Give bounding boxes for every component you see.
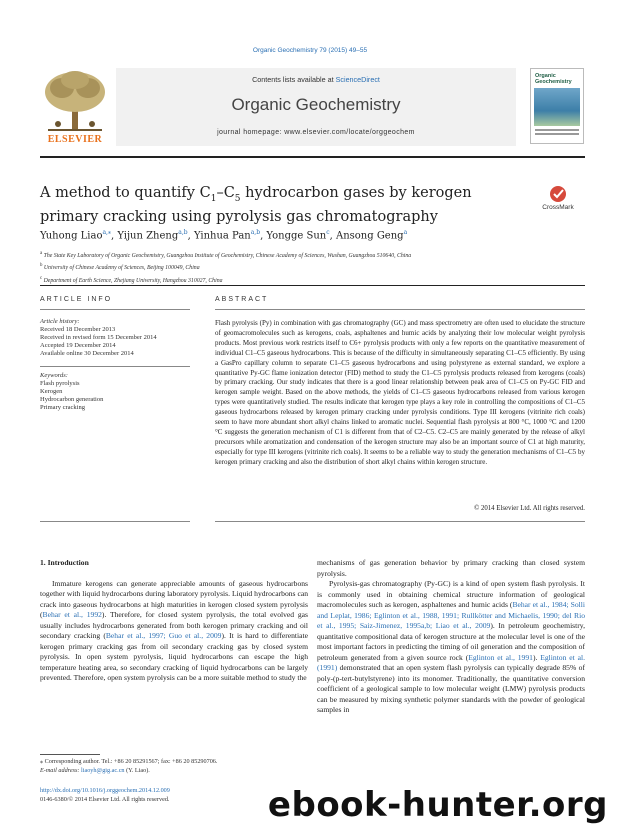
cover-divider	[535, 129, 579, 131]
elsevier-tree-icon	[40, 68, 110, 134]
article-info-heading: ARTICLE INFO	[40, 296, 113, 303]
corresponding-author-footnote	[40, 758, 308, 775]
body-paragraph	[40, 579, 308, 684]
keyword-item[interactable]: Primary cracking	[40, 404, 85, 411]
body-column-left	[40, 558, 308, 684]
watermark: ebook-hunter.org	[267, 785, 608, 825]
elsevier-logo[interactable]	[40, 68, 110, 146]
footnote-email-line	[40, 767, 308, 776]
author-affil-mark[interactable]: c	[326, 229, 330, 236]
article-history	[40, 318, 190, 358]
footnote-rule	[40, 754, 100, 755]
affil-text: University of Chinese Academy of Sciences, Beijing 100049, China	[43, 265, 200, 272]
affil-mark: c	[40, 275, 43, 281]
elsevier-wordmark: ELSEVIER	[47, 134, 103, 145]
affil-mark: b	[40, 263, 43, 269]
title-text-3: hydrocarbon gases by kerogen primary cracking using pyrolysis gas chromatography	[40, 185, 472, 226]
author-name[interactable]: Yijun Zheng	[117, 230, 179, 242]
doi-link[interactable]: http://dx.doi.org/10.1016/j.orggeochem.2014.12.009	[40, 787, 170, 794]
author-name[interactable]: Ansong Geng	[335, 230, 404, 242]
keywords	[40, 372, 190, 412]
cover-title	[531, 69, 583, 85]
header-rule	[40, 156, 585, 158]
citation-link[interactable]: Eglinton et al. (1991)	[317, 652, 586, 672]
body-text: demonstrated that an open system flash pyrolysis can typically degrade 85% of poly-(p-tert-butylstyrene) into its monomer. Traditionally, the quantitative conversion coefficient of a geological sample to low molecular weight (LMW) pyrolysis products can be measured by mixing synthetic polymer standards with the powder of geological samples in	[317, 663, 585, 714]
body-paragraph	[317, 579, 585, 716]
journal-citation[interactable]: Organic Geochemistry 79 (2015) 49–55	[252, 47, 368, 54]
cover-divider	[535, 133, 579, 135]
abstract-heading: ABSTRACT	[215, 296, 269, 303]
abstract-copyright: © 2014 Elsevier Ltd. All rights reserved.	[474, 505, 585, 512]
author-list: Yuhong Liao$^{a,⁎}$, Yijun Zheng$^{a,b}$, Yinhua Pan$^{a,b}$, Yongge Sun$^c$, Ansong Geng$^a$	[40, 229, 408, 242]
history-item: Received 18 December 2013	[40, 326, 116, 333]
affil-text: Department of Earth Science, Zhejiang University, Hangzhou 310027, China	[43, 277, 223, 284]
affiliation-rule	[40, 285, 585, 286]
author-affil-mark[interactable]: a,⁎	[102, 229, 111, 236]
keyword-item[interactable]: Hydrocarbon generation	[40, 396, 104, 403]
citation-link[interactable]: Behar et al., 1984; Solli and Leplat, 1986; Eglinton et al., 1988, 1991; Rullkötter and Michaelis, 1990; del Rio et al., 1995; Saiz-Jimenez, 1995a,b; Liao et al., 2009	[317, 600, 585, 630]
journal-header	[40, 68, 585, 150]
article-title	[40, 184, 510, 227]
section-heading: 1. Introduction	[40, 558, 89, 567]
affiliation-item	[40, 261, 585, 273]
journal-banner	[116, 68, 516, 146]
citation-link[interactable]: Eglinton et al., 1991	[468, 652, 533, 662]
title-text-1: A method to quantify C	[40, 185, 211, 201]
abstract-bottom-rule	[215, 521, 585, 522]
email-link[interactable]: liaoyh@gig.ac.cn	[81, 766, 125, 774]
abstract-text: Flash pyrolysis (Py) in combination with gas chromatography (GC) and mass spectrometry are often used to elucidate the structure of geomacromolecules such as kerogens, coals, asphaltenes and humic acids by analyzing their low molecular weight pyrolysis products. Most previous work restricts itself to C6+ pyrolysis products with only a few reports on the quantitative measurement of individual C1–C5 gaseous hydrocarbons. This is because of the difficulty in simultaneously separating C1–C5 efficiently. By using a GasPro capillary column to separate C1–C5 gaseous hydrocarbons and using polystyrene as external standard, we explore a quantitative Py-GC flame ionization detector (FID) method to study the C1–C5 pyrolysis products released from kerogens (coals) by primary cracking. Our study indicates that there is a good linear relationship between peak area of C1–C5 on Py-GC FID and kerogen sample weight. Based on the above methods, the yields of C1–C5 gaseous hydrocarbons released from various kerogen types were quantitatively studied. The results indicate that kerogen type plays a key role in controlling the compositions of C1–C5 gaseous hydrocarbons released by kerogen primary cracking under pyrolysis conditions. Type III kerogens (vitrinite rich coals) seem to have more abundant short alkyl chains linked to aromatic nuclei. Sequential flash pyrolysis at 800 °C, 1000 °C and 1200 °C suggests the generation mechanism of C1 is different from that of C2–C5. C2–C5 are mainly generated by the release of alkyl precursors while aromatization and condensation of the kerogen structure may also be an important source of C1 at high maturity, especially for type III kerogens (vitrinite rich coals). It seems to be a reliable way to study the generation mechanisms of C1–C5 by kerogen primary cracking and also the distribution of short alkyl chains within kerogen structure.	[215, 319, 585, 466]
homepage-prefix: journal homepage:	[217, 129, 285, 136]
history-item: Available online 30 December 2014	[40, 350, 134, 357]
info-rule	[40, 309, 190, 310]
author-name[interactable]: Yinhua Pan	[193, 230, 251, 242]
sciencedirect-link[interactable]: ScienceDirect	[335, 75, 380, 84]
contents-prefix: Contents lists available at	[252, 75, 336, 84]
history-item: Accepted 19 December 2014	[40, 342, 116, 349]
body-text: Immature kerogens can generate appreciable amounts of gaseous hydrocarbons together with liquid hydrocarbons during laboratory pyrolysis. Liquid hydrocarbons can crack into gaseous hydrocarbons at high maturities in kerogen closed system pyrolysis (	[40, 578, 308, 619]
author-affil-mark[interactable]: a,b	[178, 229, 188, 236]
title-sub-1: 1	[210, 193, 217, 204]
affil-text: The State Key Laboratory of Organic Geochemistry, Guangzhou Institute of Geochemistry, Chinese Academy of Sciences, Wushan, Guangzhou 510640, China	[43, 252, 412, 259]
info-bottom-rule	[40, 521, 190, 522]
affil-mark: a	[40, 251, 43, 256]
body-text: ). It is hard to differentiate kerogen primary cracking gas from oil secondary cracking gas by closed system pyrolysis. In open system pyrolysis, liquid hydrocarbons can escape the high temperature heating area, so secondary cracking of liquid hydrocarbons can be largely prevented. Therefore, open system pyrolysis can be a more suitable method to study the	[40, 631, 308, 682]
body-text: ). Therefore, for closed system pyrolysis, the total evolved gas usually includes hydrocarbons generated from both kerogen primary cracking and oil secondary cracking (	[40, 610, 308, 640]
homepage-link[interactable]: www.elsevier.com/locate/orggeochem	[284, 129, 415, 136]
keywords-label: Keywords:	[40, 372, 68, 379]
cover-title-line2: Geochemistry	[535, 79, 572, 85]
footnote-text: ⁎ Corresponding author. Tel.: +86 20 85291567; fax: +86 20 85290706.	[40, 758, 218, 765]
issn-copyright: 0146-6380/© 2014 Elsevier Ltd. All rights reserved.	[40, 795, 170, 803]
crossmark-icon	[528, 185, 588, 205]
citation-link[interactable]: Behar et al., 1997; Guo et al., 2009	[105, 631, 222, 640]
info-rule	[40, 366, 190, 367]
title-sub-2: 5	[234, 193, 241, 204]
author-affil-mark[interactable]: a	[403, 229, 408, 236]
author-affil-mark[interactable]: a,b	[250, 229, 261, 236]
abstract-rule	[215, 309, 585, 310]
cover-image	[534, 88, 580, 126]
crossmark-label: CrossMark	[542, 204, 574, 211]
journal-homepage-line	[116, 129, 516, 136]
keyword-item[interactable]: Flash pyrolysis	[40, 380, 80, 387]
contents-line	[116, 75, 516, 84]
history-item: Received in revised form 15 December 2014	[40, 334, 157, 341]
journal-name[interactable]: Organic Geochemistry	[231, 95, 401, 114]
citation-link[interactable]: Behar et al., 1992	[42, 610, 102, 619]
body-text: ).	[532, 652, 541, 662]
body-paragraph: mechanisms of gas generation behavior by primary cracking than closed system pyrolysis.	[317, 558, 585, 578]
crossmark-button[interactable]	[528, 185, 588, 215]
author-name[interactable]: Yongge Sun	[266, 230, 327, 242]
body-text: ). In petroleum geochemistry, quantitative compositional data of kerogen structure at the molecular level is one of the most important factors in predicting the timing of oil generation and the composition of petroleum generated from a given source rock (	[317, 621, 585, 662]
title-text-2: –C	[216, 185, 235, 201]
body-column-right	[317, 558, 585, 716]
affiliation-item	[40, 249, 585, 261]
body-text: Pyrolysis-gas chromatography (Py-GC) is a kind of open system flash pyrolysis. It is commonly used in obtaining chemical structure information of geological macromolecules such as kerogen, asphaltenes and humic acids (	[317, 579, 585, 609]
keyword-item[interactable]: Kerogen	[40, 388, 63, 395]
email-label: E-mail address:	[40, 766, 82, 774]
cover-title-line1: Organic	[535, 73, 556, 79]
affiliation-list	[40, 249, 585, 286]
email-suffix: (Y. Liao).	[124, 766, 150, 774]
author-name[interactable]: Yuhong Liao	[40, 230, 103, 242]
journal-cover-thumbnail[interactable]	[530, 68, 584, 144]
history-label: Article history:	[40, 318, 80, 325]
